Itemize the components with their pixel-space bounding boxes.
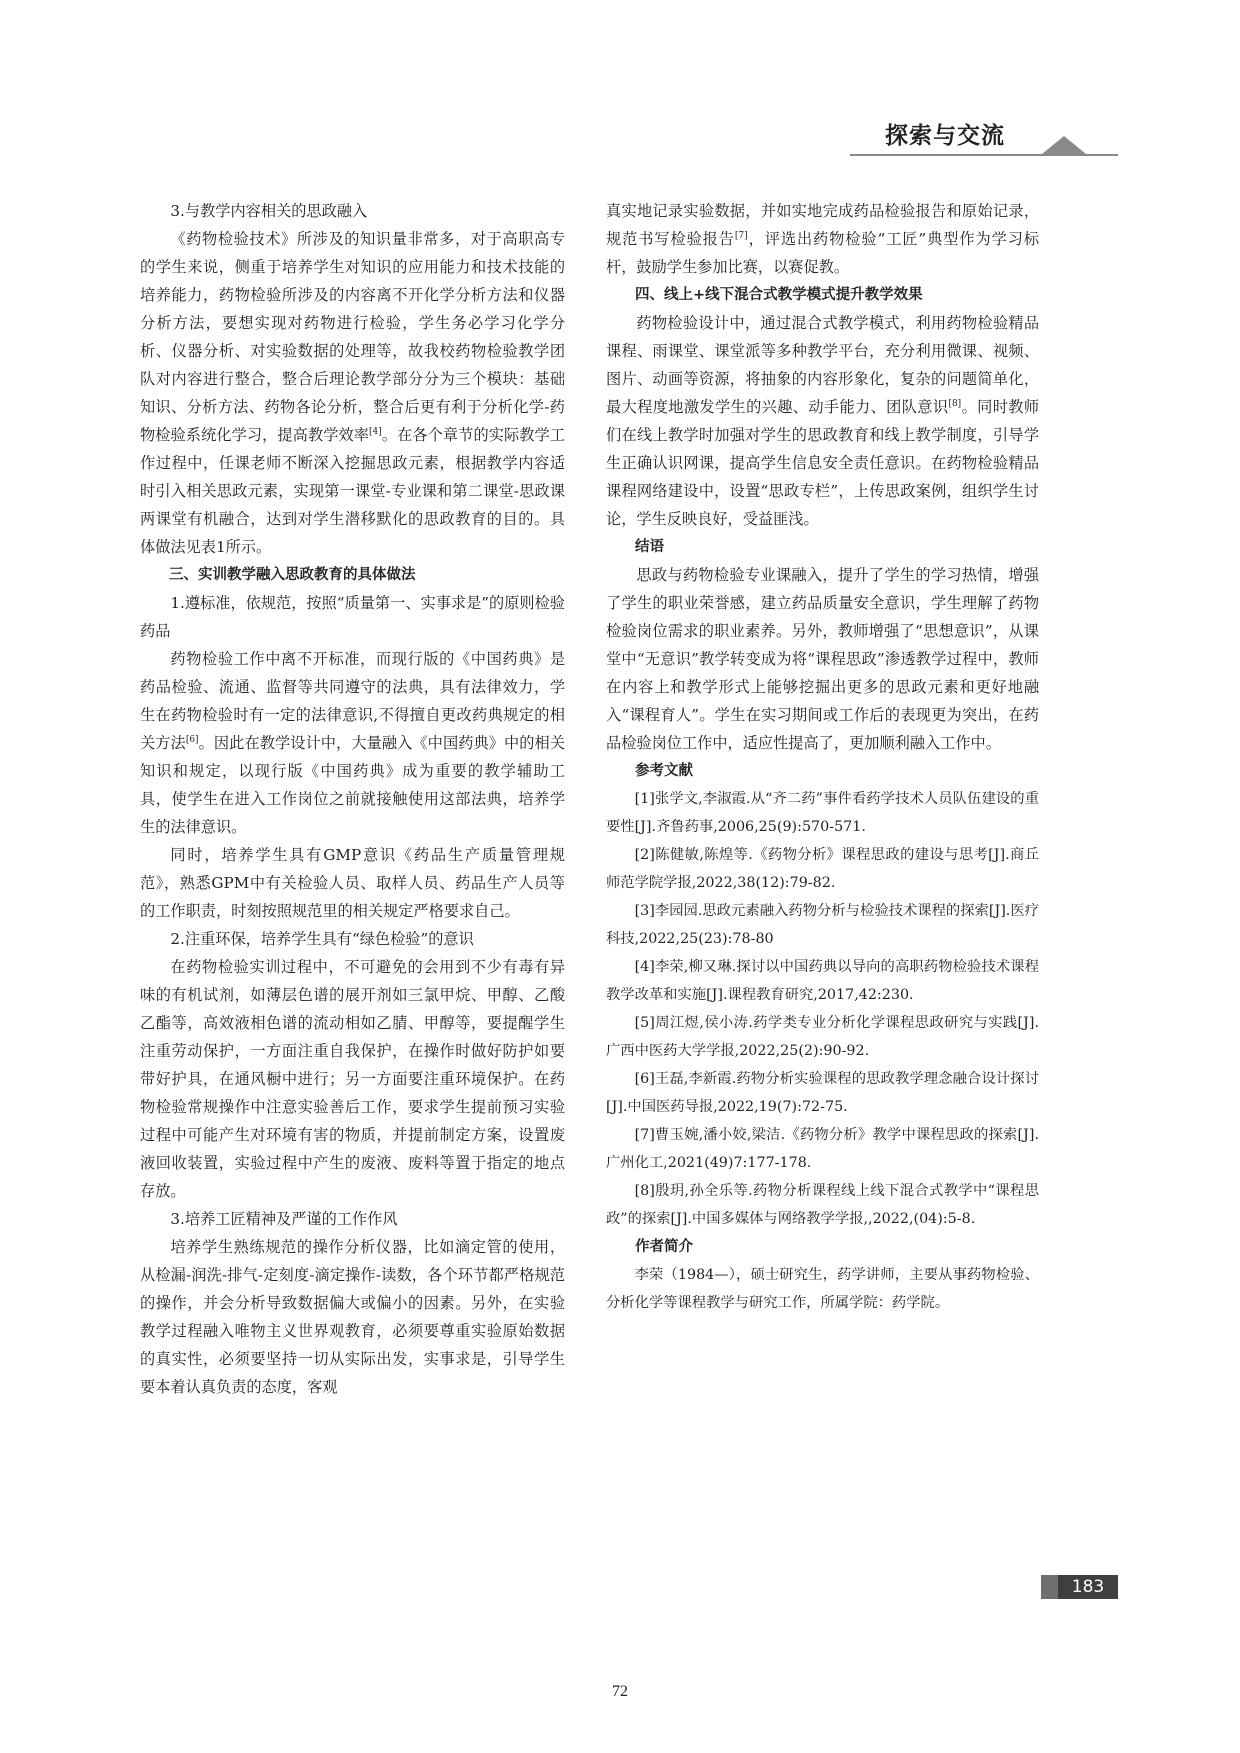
section-title: 探索与交流 xyxy=(885,123,1005,149)
citation: [6] xyxy=(185,734,199,745)
subheading-3: 3.与教学内容相关的思政融入 xyxy=(170,202,368,220)
subheading: 3.培养工匠精神及严谨的工作作风 xyxy=(170,1210,398,1228)
text: 真实地记录实验数据，并如实地完成药品检验报告和原始记录，规范书写检验报告 xyxy=(606,202,1039,248)
left-column xyxy=(140,197,565,1401)
author-bio: 李荣（1984—），硕士研究生，药学讲师，主要从事药物检验、分析化学等课程教学与研究工作，所属学院：药学院。 xyxy=(606,1267,1039,1311)
reference-item: [1]张学文,李淑霞.从“齐二药”事件看药学技术人员队伍建设的重要性[J].齐鲁药事,2006,25(9):570-571. xyxy=(606,791,1039,835)
citation: [8] xyxy=(948,398,962,409)
references-heading: 参考文献 xyxy=(635,763,693,779)
paragraph xyxy=(140,225,565,561)
text: 药物检验设计中，通过混合式教学模式，利用药物检验精品课程、雨课堂、课堂派等多种教学平台，充分利用微课、视频、图片、动画等资源，将抽象的内容形象化，复杂的问题简单化，最大程度地激发学生的兴趣、动手能力、团队意识 xyxy=(606,314,1039,416)
text: 。因此在教学设计中，大量融入《中国药典》中的相关知识和规定，以现行版《中国药典》成为重要的教学辅助工具，使学生在进入工作岗位之前就接触使用这部法典，培养学生的法律意识。 xyxy=(140,734,566,836)
reference-item: [3]李园园.思政元素融入药物分析与检验技术课程的探索[J].医疗科技,2022,25(23):78-80 xyxy=(606,903,1039,947)
paragraph xyxy=(606,309,1039,533)
page-badge: 183 xyxy=(1058,1575,1118,1599)
paragraph xyxy=(606,197,1039,281)
subheading: 2.注重环保，培养学生具有“绿色检验”的意识 xyxy=(170,930,474,948)
paragraph: 培养学生熟练规范的操作分析仪器，比如滴定管的使用，从检漏-润洗-排气-定刻度-滴定操作-读数，各个环节都严格规范的操作，并会分析导致数据偏大或偏小的因素。另外，在实验教学过程融入唯物主义世界观教育，必须要尊重实验原始数据的真实性，必须要坚持一切从实际出发，实事求是，引导学生要本着认真负责的态度，客观 xyxy=(140,1238,565,1396)
header-rule xyxy=(850,154,1118,156)
reference-item: [4]李荣,柳又琳.探讨以中国药典以导向的高职药物检验技术课程教学改革和实施[J].课程教育研究,2017,42:230. xyxy=(606,959,1039,1003)
reference-item: [5]周江煜,侯小涛.药学类专业分析化学课程思政研究与实践[J].广西中医药大学学报,2022,25(2):90-92. xyxy=(606,1015,1039,1059)
citation: [4] xyxy=(369,426,382,437)
footer-page-number: 72 xyxy=(612,1683,628,1700)
reference-item: [7]曹玉婉,潘小姣,梁洁.《药物分析》教学中课程思政的探索[J].广州化工,2021(49)7:177-178. xyxy=(606,1127,1039,1171)
paragraph: 同时，培养学生具有GMP意识《药品生产质量管理规范》，熟悉GPM中有关检验人员、取样人员、药品生产人员等的工作职责，时刻按照规范里的相关规定严格要求自己。 xyxy=(140,846,565,920)
text: 。在各个章节的实际教学工作过程中，任课老师不断深入挖掘思政元素，根据教学内容适时引入相关思政元素，实现第一课堂-专业课和第二课堂-思政课两课堂有机融合，达到对学生潜移默化的思政教育的目的。具体做法见表1所示。 xyxy=(140,426,566,556)
paragraph: 在药物检验实训过程中，不可避免的会用到不少有毒有异味的有机试剂，如薄层色谱的展开剂如三氯甲烷、甲醇、乙酸乙酯等，高效液相色谱的流动相如乙腈、甲醇等，要提醒学生注重劳动保护，一方面注重自我保护，在操作时做好防护如要带好护具，在通风橱中进行；另一方面要注重环境保护。在药物检验常规操作中注意实验善后工作，要求学生提前预习实验过程中可能产生对环境有害的物质，并提前制定方案，设置废液回收装置，实验过程中产生的废液、废料等置于指定的地点存放。 xyxy=(140,958,565,1200)
citation: [7] xyxy=(734,230,748,241)
right-column xyxy=(606,197,1039,1317)
header-triangle-decoration xyxy=(1042,136,1086,154)
section-heading-3: 三、实训教学融入思政教育的具体做法 xyxy=(169,567,416,583)
paragraph: 思政与药物检验专业课融入，提升了学生的学习热情，增强了学生的职业荣誉感，建立药品质量安全意识，学生理解了药物检验岗位需求的职业素养。另外，教师增强了“思想意识”，从课堂中“无意识”教学转变成为将“课程思政”渗透教学过程中，教师在内容上和教学形式上能够挖掘出更多的思政元素和更好地融入“课程育人”。学生在实习期间或工作后的表现更为突出，在药品检验岗位工作中，适应性提高了，更加顺利融入工作中。 xyxy=(606,566,1039,752)
author-heading: 作者简介 xyxy=(635,1239,693,1255)
subheading: 1.遵标准，依规范，按照“质量第一、实事求是”的原则检验药品 xyxy=(140,594,565,640)
conclusion-heading: 结语 xyxy=(635,539,664,555)
paragraph xyxy=(140,645,565,841)
section-heading-4: 四、线上+线下混合式教学模式提升教学效果 xyxy=(635,287,923,303)
reference-item: [8]殷玥,孙全乐等.药物分析课程线上线下混合式教学中“课程思政”的探索[J].中国多媒体与网络教学学报,,2022,(04):5-8. xyxy=(606,1183,1039,1227)
reference-item: [6]王磊,李新霞.药物分析实验课程的思政教学理念融合设计探讨[J].中国医药导报,2022,19(7):72-75. xyxy=(606,1071,1039,1115)
reference-item: [2]陈健敏,陈煌等.《药物分析》课程思政的建设与思考[J].商丘师范学院学报,2022,38(12):79-82. xyxy=(606,847,1039,891)
text: 。同时教师们在线上教学时加强对学生的思政教育和线上教学制度，引导学生正确认识网课，提高学生信息安全责任意识。在药物检验精品课程网络建设中，设置“思政专栏”，上传思政案例，组织学生讨论，学生反映良好，受益匪浅。 xyxy=(606,398,1040,528)
text: ，评选出药物检验“工匠”典型作为学习标杆，鼓励学生参加比赛，以赛促教。 xyxy=(606,230,1040,276)
text: 《药物检验技术》所涉及的知识量非常多，对于高职高专的学生来说，侧重于培养学生对知识的应用能力和技术技能的培养能力，药物检验所涉及的内容离不开化学分析方法和仪器分析方法，要想实现对药物进行检验，学生务必学习化学分析、仪器分析、对实验数据的处理等，故我校药物检验教学团队对内容进行整合，整合后理论教学部分分为三个模块：基础知识、分析方法、药物各论分析，整合后更有利于分析化学-药物检验系统化学习，提高教学效率 xyxy=(140,230,565,444)
text: 药物检验工作中离不开标准，而现行版的《中国药典》是药品检验、流通、监督等共同遵守的法典，具有法律效力，学生在药物检验时有一定的法律意识,不得擅自更改药典规定的相关方法 xyxy=(140,650,565,752)
